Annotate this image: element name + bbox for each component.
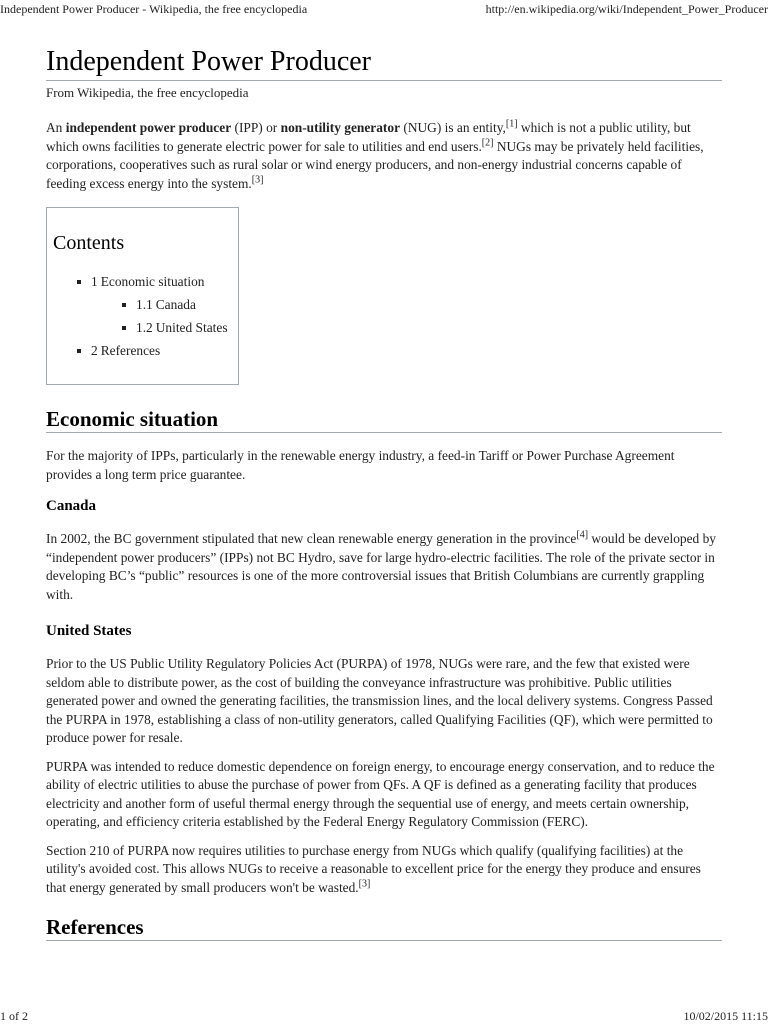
heading-united-states: United States (46, 623, 132, 639)
page-title: Independent Power Producer (46, 44, 722, 81)
citation-link-3b[interactable]: [3] (358, 878, 371, 890)
table-of-contents (46, 207, 239, 385)
canada-text-1: In 2002, the BC government stipulated that new clean renewable energy generation in the province (46, 531, 577, 546)
canada-text-2: would be developed by “independent power producers” (IPPs) not BC Hydro, save for large hydro-electric facilities. The role of the private sector in developing BC’s “public” resources is one of the more controversial issues that British Columbians are currently grappling with. (46, 531, 716, 602)
us-paragraph-3 (46, 842, 722, 898)
citation-link-4[interactable]: [4] (576, 529, 589, 541)
intro-text-4: which is not a public utility, but which owns facilities to generate electric power for sale to utilities and end users. (46, 120, 691, 154)
term-non-utility-generator: non-utility generator (280, 120, 401, 135)
bullet-icon (77, 280, 81, 284)
print-header-url: http://en.wikipedia.org/wiki/Independent_Power_Producer (485, 2, 768, 16)
toc-list (53, 270, 238, 362)
intro-paragraph (46, 119, 722, 193)
toc-item-label: Canada (155, 297, 196, 312)
toc-item-number: 1 (91, 274, 98, 289)
toc-item-number: 1.2 (136, 320, 153, 335)
citation-link-1[interactable]: [1] (505, 118, 518, 130)
intro-text-5: NUGs may be privately held facilities, corporations, cooperatives such as rural solar or wind energy producers, and non-energy industrial concerns capable of feeding excess energy into the system. (46, 138, 704, 191)
heading-canada: Canada (46, 498, 97, 514)
intro-text-2: (IPP) or (231, 120, 281, 135)
page-counter: 1 of 2 (0, 1009, 28, 1023)
heading-economic-situation: Economic situation (46, 406, 722, 433)
print-header-title: Independent Power Producer - Wikipedia, the free encyclopedia (0, 2, 308, 16)
intro-text-1: An (46, 120, 66, 135)
us-paragraph-3-text: Section 210 of PURPA now requires utilities to purchase energy from NUGs which qualify (qualifying facilities) at the utility's avoided cost. This allows NUGs to receive a reasonable to excellent price for the energy they produce and ensures that energy generated by small producers won't be wasted. (46, 842, 701, 895)
toc-item-label: References (100, 343, 161, 358)
print-header (0, 0, 768, 18)
bullet-icon (122, 303, 126, 307)
us-paragraph-2: PURPA was intended to reduce domestic dependence on foreign energy, to encourage energy conservation, and to reduce the ability of electric utilities to abuse the purchase of power from QFs. A QF is defined as a generating facility that produces electricity and another form of useful thermal energy through the sequential use of energy, and meets certain ownership, operating, and efficiency criteria established by the Federal Energy Regulatory Commission (FERC). (46, 758, 715, 829)
toc-title: Contents (53, 232, 125, 254)
bullet-icon (77, 349, 81, 353)
citation-link-3[interactable]: [3] (251, 174, 264, 186)
toc-item-canada[interactable] (53, 293, 238, 316)
article-content (46, 40, 722, 955)
heading-references: References (46, 914, 722, 941)
citation-link-2[interactable]: [2] (481, 137, 494, 149)
intro-text-3: (NUG) is an entity, (400, 120, 506, 135)
site-subtitle: From Wikipedia, the free encyclopedia (46, 85, 249, 100)
canada-paragraph (46, 530, 722, 604)
toc-item-label: United States (155, 320, 228, 335)
toc-item-united-states[interactable] (53, 316, 238, 339)
toc-item-economic-situation[interactable] (53, 270, 238, 293)
term-independent-power-producer: independent power producer (65, 120, 232, 135)
print-footer (0, 1008, 768, 1024)
economic-paragraph: For the majority of IPPs, particularly in the renewable energy industry, a feed-in Tariff or Power Purchase Agreement provides a long term price guarantee. (46, 448, 675, 482)
print-timestamp: 10/02/2015 11:15 (683, 1009, 768, 1023)
toc-item-label: Economic situation (100, 274, 205, 289)
toc-item-references[interactable] (53, 339, 238, 362)
toc-item-number: 1.1 (136, 297, 153, 312)
toc-item-number: 2 (91, 343, 98, 358)
us-paragraph-1: Prior to the US Public Utility Regulatory Policies Act (PURPA) of 1978, NUGs were rare, and the few that existed were seldom able to distribute power, as the cost of building the conveyance infrastructure was prohibitive. Public utilities generated power and owned the generating facilities, the transmission lines, and the local delivery systems. Congress Passed the PURPA in 1978, establishing a class of non-utility generators, called Qualifying Facilities (QF), which were permitted to produce power for resale. (46, 656, 713, 745)
bullet-icon (122, 326, 126, 330)
